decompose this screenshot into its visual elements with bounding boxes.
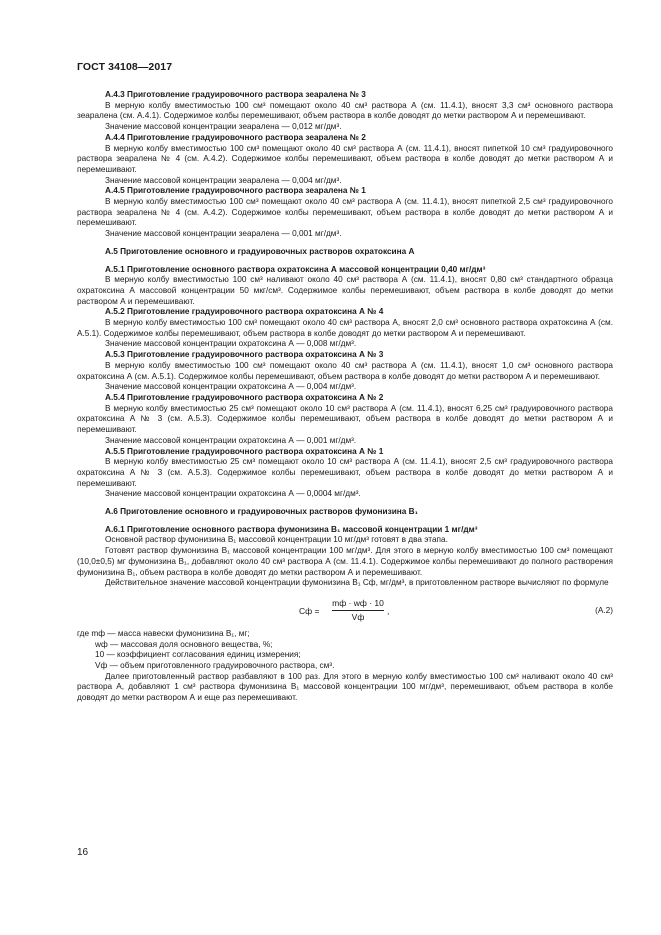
paragraph: A.5.3 Приготовление градуировочного раствора охратоксина А № 3	[105, 350, 384, 360]
paragraph: A.5.4 Приготовление градуировочного раствора охратоксина А № 2	[105, 392, 384, 402]
paragraph: Значение массовой концентрации зеараленa — 0,012 мг/дм³.	[105, 122, 342, 132]
formula-numerator: mф · wф · 10	[332, 598, 384, 611]
page-header: ГОСТ 34108—2017	[77, 61, 173, 73]
page-number: 16	[77, 847, 89, 858]
document-body	[77, 90, 613, 704]
paragraph: В мерную колбу вместимостью 100 см³ помещают около 40 см³ раствора А, вносят 2,0 см³ основного раствора охратоксина А (см. А.5.1). Содержимое колбы перемешивают, объем раствора в колбе доводят до метки раствором А и перемешивают.	[77, 318, 613, 338]
paragraph: Значение массовой концентрации охратоксина А — 0,001 мг/дм³.	[105, 435, 357, 445]
paragraph: A.5.2 Приготовление градуировочного раствора охратоксина А № 4	[105, 307, 384, 317]
paragraph: В мерную колбу вместимостью 25 см³ помещают около 10 см³ раствора А (см. 11.4.1), вносят 6,25 см³ градуировочного раствора охратоксина А № 3 (см. А.5.3). Содержимое колбы перемешивают, объем раствора в колбе доводят до метки раствором А и перемешивают.	[77, 403, 613, 435]
paragraph: Основной раствор фумонизина B₁ массовой концентрации 10 мг/дм³ готовят в два этапа.	[105, 535, 448, 545]
formula-legend	[77, 629, 613, 672]
paragraph: Значение массовой концентрации охратоксина А — 0,0004 мг/дм³.	[105, 489, 361, 499]
formula-lhs: Cф =	[299, 605, 320, 616]
paragraph: A.5.1 Приготовление основного раствора охратоксина А массовой концентрации 0,40 мг/дм³	[105, 264, 486, 274]
paragraph: В мерную колбу вместимостью 100 см³ помещают около 40 см³ раствора А (см. 11.4.1), вносят 1,0 см³ основного раствора охратоксина А (см. А.5.1). Содержимое колбы перемешивают, объем раствора в колбе доводят до метки раствором А и перемешивают.	[77, 360, 613, 381]
paragraph-list	[77, 90, 613, 589]
paragraph: Действительное значение массовой концентрации фумонизина B₁ Cф, мг/дм³, в приготовленном растворе вычисляют по формуле	[105, 578, 609, 588]
paragraph: A.4.4 Приготовление градуировочного раствора зеараленa № 2	[105, 132, 366, 142]
paragraph: Значение массовой концентрации зеараленa — 0,001 мг/дм³.	[105, 229, 342, 239]
paragraph: Далее приготовленный раствор разбавляют в 100 раз. Для этого в мерную колбу вместимостью 100 см³ наливают около 40 см³ раствора А, добавляют 1 см³ раствора фумонизина B₁ массовой концентрации 100 мг/дм³, перемешивают, объем раствора в колбе доводят до метки раствором А и еще раз перемешивают.	[77, 671, 613, 703]
paragraph: A.4.5 Приготовление градуировочного раствора зеараленa № 1	[105, 186, 366, 196]
formula-number: (A.2)	[595, 605, 613, 615]
legend-line: где mф — масса навески фумонизина B₁, мг;	[77, 628, 250, 638]
paragraph: A.6.1 Приготовление основного раствора фумонизина B₁ массовой концентрации 1 мг/дм³	[105, 524, 478, 534]
closing-paragraphs	[77, 672, 613, 704]
paragraph: A.5 Приготовление основного и градуировочных растворов охратоксина А	[105, 246, 415, 256]
formula-denominator: Vф	[351, 611, 365, 622]
paragraph: Значение массовой концентрации зеараленa — 0,004 мг/дм³.	[105, 175, 342, 185]
paragraph: A.4.3 Приготовление градуировочного раствора зеараленa № 3	[105, 90, 366, 99]
paragraph: A.5.5 Приготовление градуировочного раствора охратоксина А № 1	[105, 446, 384, 456]
legend-line: wф — массовая доля основного вещества, %;	[95, 639, 273, 649]
paragraph: В мерную колбу вместимостью 25 см³ помещают около 10 см³ раствора А (см. 11.4.1), вносят 2,5 см³ градуировочного раствора охратоксина А № 3 (см. А.5.3). Содержимое колбы перемешивают, объем раствора в колбе доводят до метки раствором А и перемешивают.	[77, 457, 613, 488]
paragraph: A.6 Приготовление основного и градуировочных растворов фумонизина B₁	[105, 507, 419, 517]
formula-a2	[77, 592, 613, 626]
formula-tail: ,	[387, 605, 390, 616]
formula-fraction	[332, 598, 384, 622]
paragraph: В мерную колбу вместимостью 100 см³ помещают около 40 см³ раствора А (см. 11.4.1), вносят пипеткой 2,5 см³ градуировочного раствора зеараленa № 4 (см. А.4.2). Содержимое колбы перемешивают, объем раствора в колбе доводят до метки раствором А и перемешивают.	[77, 197, 613, 228]
paragraph: В мерную колбу вместимостью 100 см³ помещают около 40 см³ раствора А (см. 11.4.1), вносят 3,3 см³ основного раствора зеараленa (см. А.4.1). Содержимое колбы перемешивают, объем раствора в колбе доводят до метки раствором А и перемешивают.	[77, 100, 613, 121]
legend-line: Vф — объем приготовленного градуировочного раствора, см³.	[95, 661, 335, 671]
paragraph: В мерную колбу вместимостью 100 см³ наливают около 40 см³ раствора А (см. 11.4.1), вносят 0,80 см³ стандартного образца охратоксина А массовой концентрации 50 мкг/см³. Содержимое колбы перемешивают, объем раствора в колбе доводят до метки раствором А и перемешивают.	[77, 275, 613, 306]
paragraph: Значение массовой концентрации охратоксина А — 0,008 мг/дм³.	[105, 339, 357, 349]
legend-line: 10 — коэффициент согласования единиц измерения;	[95, 650, 301, 660]
paragraph: Готовят раствор фумонизина B₁ массовой концентрации 100 мг/дм³. Для этого в мерную колбу вместимостью 100 см³ помещают (10,0±0,5) мг фумонизина B₁, добавляют около 40 см³ раствора А (см. 11.4.1). Содержимое колбы перемешивают до полного растворения фумонизина B₁, объем раствора в колбе доводят до метки раствором А и перемешивают.	[77, 546, 613, 577]
paragraph: Значение массовой концентрации охратоксина А — 0,004 мг/дм³.	[105, 382, 357, 392]
paragraph: В мерную колбу вместимостью 100 см³ помещают около 40 см³ раствора А (см. 11.4.1), вносят пипеткой 10 см³ градуировочного раствора зеараленa № 4 (см. А.4.2). Содержимое колбы перемешивают, объем раствора в колбе доводят до метки раствором А и перемешивают.	[77, 143, 613, 174]
